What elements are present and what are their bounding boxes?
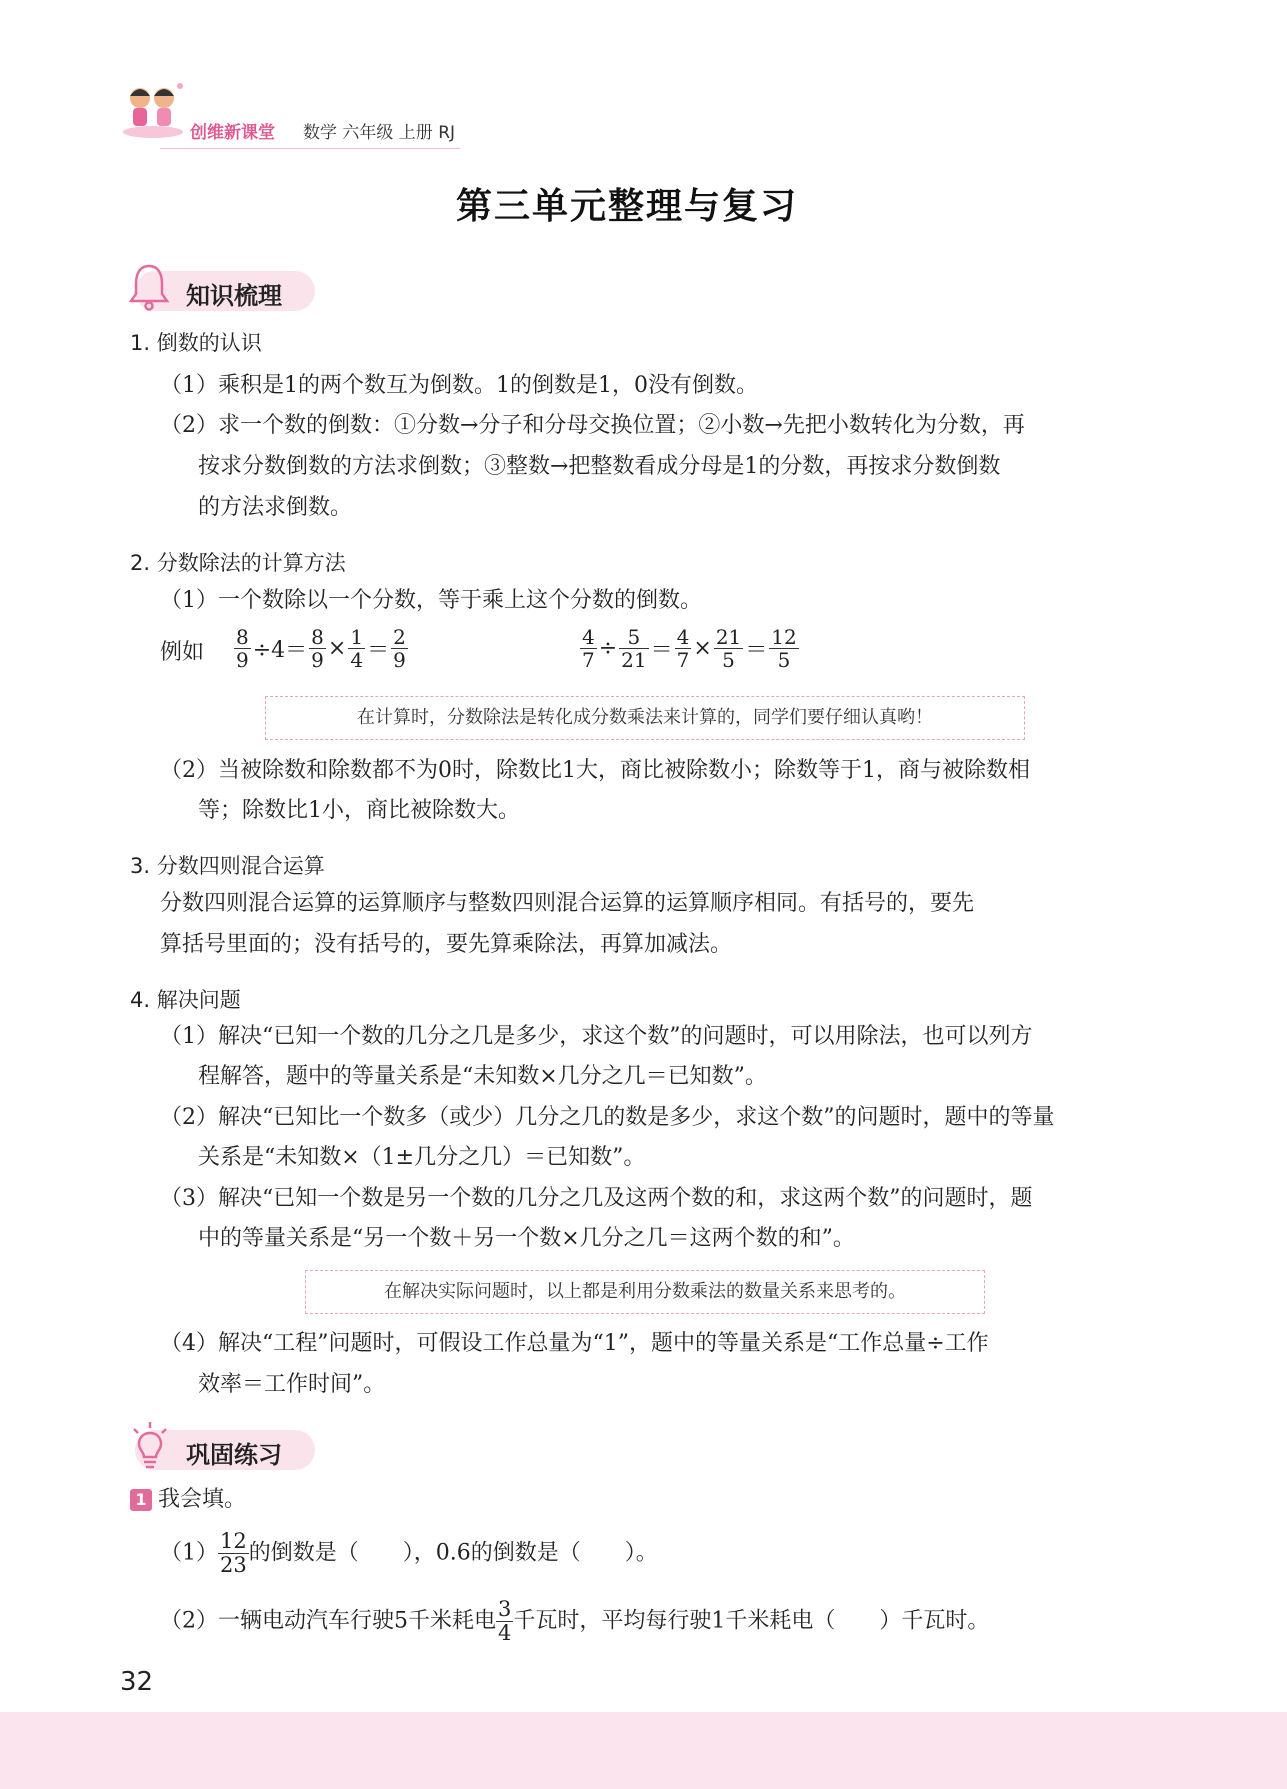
header-divider xyxy=(160,148,460,149)
example-formula-2 xyxy=(580,626,799,671)
fraction-numerator: 3 xyxy=(498,1597,512,1621)
fraction-numerator: 2 xyxy=(393,625,406,649)
text-line: 中的等量关系是“另一个数＋另一个数×几分之几＝这两个数的和”。 xyxy=(198,1226,855,1251)
fraction-denominator: 9 xyxy=(236,648,249,672)
lightbulb-icon xyxy=(128,1420,172,1476)
fraction-numerator: 21 xyxy=(715,625,742,649)
text-line: 算括号里面的；没有括号的，要先算乘除法，再算加减法。 xyxy=(160,932,733,957)
section-title-knowledge: 知识梳理 xyxy=(186,282,282,310)
fraction-numerator: 1 xyxy=(350,625,364,649)
text-line: （3）解决“已知一个数是另一个数的几分之几及这两个数的和，求这两个数”的问题时，题 xyxy=(160,1186,1033,1211)
question-number-badge: 1 xyxy=(130,1489,152,1511)
question-text: 的倒数是（ ），0.6的倒数是（ ）。 xyxy=(248,1540,658,1566)
fraction-denominator: 5 xyxy=(722,648,735,672)
operator: ＝ xyxy=(745,638,768,663)
tip-note-2: 在解决实际问题时，以上都是利用分数乘法的数量关系来思考的。 xyxy=(305,1270,985,1314)
fraction-denominator: 7 xyxy=(676,648,690,672)
text-line: 按求分数倒数的方法求倒数；③整数→把整数看成分母是1的分数，再按求分数倒数 xyxy=(198,454,1001,479)
tip-note-1: 在计算时，分数除法是转化成分数乘法来计算的，同学们要仔细认真哟！ xyxy=(265,696,1025,740)
text-line: 的方法求倒数。 xyxy=(198,495,353,520)
fraction-denominator: 7 xyxy=(582,648,595,672)
fraction-denominator: 4 xyxy=(498,1621,512,1646)
fraction-numerator: 8 xyxy=(236,625,249,649)
text-line: 等；除数比1小，商比被除数大。 xyxy=(198,798,520,823)
operator: × xyxy=(693,636,712,661)
example-formula-1 xyxy=(234,626,408,671)
fraction-denominator: 9 xyxy=(393,648,406,672)
fraction-numerator: 12 xyxy=(220,1529,247,1553)
text-line: 关系是“未知数×（1±几分之几）＝已知数”。 xyxy=(198,1145,646,1170)
fraction-denominator: 9 xyxy=(311,648,324,672)
text-line: （1）一个数除以一个分数，等于乘上这个分数的倒数。 xyxy=(160,588,702,613)
question-prefix: （1） xyxy=(160,1540,218,1566)
operator: × xyxy=(327,636,347,661)
fraction-denominator: 4 xyxy=(350,648,364,672)
footer-band xyxy=(0,1712,1287,1789)
section-title-practice: 巩固练习 xyxy=(186,1441,282,1469)
text-line: （4）解决“工程”问题时，可假设工作总量为“1”，题中的等量关系是“工作总量÷工作 xyxy=(160,1331,989,1356)
bell-icon xyxy=(128,262,170,316)
text-line: （1）解决“已知一个数的几分之几是多少，求这个数”的问题时，可以用除法，也可以列方 xyxy=(160,1024,1033,1049)
page-title: 第三单元整理与复习 xyxy=(455,186,798,227)
question-text: 千瓦时，平均每行驶1千米耗电（ ）千瓦时。 xyxy=(513,1608,990,1634)
fraction-denominator: 21 xyxy=(621,648,647,672)
text-line: （2）当被除数和除数都不为0时，除数比1大，商比被除数小；除数等于1，商与被除数相 xyxy=(160,758,1030,783)
example-label: 例如 xyxy=(160,640,205,665)
text-line: 程解答，题中的等量关系是“未知数×几分之几＝已知数”。 xyxy=(198,1064,767,1089)
question-text: （2）一辆电动汽车行驶5千米耗电 xyxy=(160,1608,496,1634)
heading-1: 1. 倒数的认识 xyxy=(130,331,262,355)
header-logo xyxy=(118,80,188,140)
heading-2: 2. 分数除法的计算方法 xyxy=(130,551,346,575)
text-line: （1）乘积是1的两个数互为倒数。1的倒数是1，0没有倒数。 xyxy=(160,373,758,398)
question-title xyxy=(130,1480,246,1520)
operator: ÷ xyxy=(598,636,618,661)
operator: ÷4＝ xyxy=(252,638,308,663)
text-line: 分数四则混合运算的运算顺序与整数四则混合运算的运算顺序相同。有括号的，要先 xyxy=(160,891,975,916)
header-brand: 创维新课堂 xyxy=(190,123,275,143)
fraction-denominator: 5 xyxy=(777,648,791,672)
operator: ＝ xyxy=(367,638,390,663)
question-1 xyxy=(160,1530,658,1577)
fraction-numerator: 12 xyxy=(771,625,797,649)
heading-3: 3. 分数四则混合运算 xyxy=(130,854,325,878)
text-line: （2）求一个数的倒数：①分数→分子和分母交换位置；②小数→先把小数转化为分数，再 xyxy=(160,413,1025,438)
question-2 xyxy=(160,1598,989,1645)
fraction-denominator: 23 xyxy=(220,1553,247,1578)
fraction-numerator: 8 xyxy=(311,625,324,649)
fraction-numerator: 5 xyxy=(619,626,648,649)
fraction-numerator: 4 xyxy=(582,625,595,649)
text-line: （2）解决“已知比一个数多（或少）几分之几的数是多少，求这个数”的问题时，题中的等量 xyxy=(160,1105,1055,1130)
fraction-numerator: 4 xyxy=(676,625,690,649)
question-title-text: 我会填。 xyxy=(158,1487,247,1512)
text-line: 效率＝工作时间”。 xyxy=(198,1372,386,1397)
header-subject: 数学 六年级 上册 RJ xyxy=(303,123,456,143)
page-number: 32 xyxy=(120,1667,154,1697)
operator: ＝ xyxy=(650,638,673,663)
heading-4: 4. 解决问题 xyxy=(130,988,241,1012)
